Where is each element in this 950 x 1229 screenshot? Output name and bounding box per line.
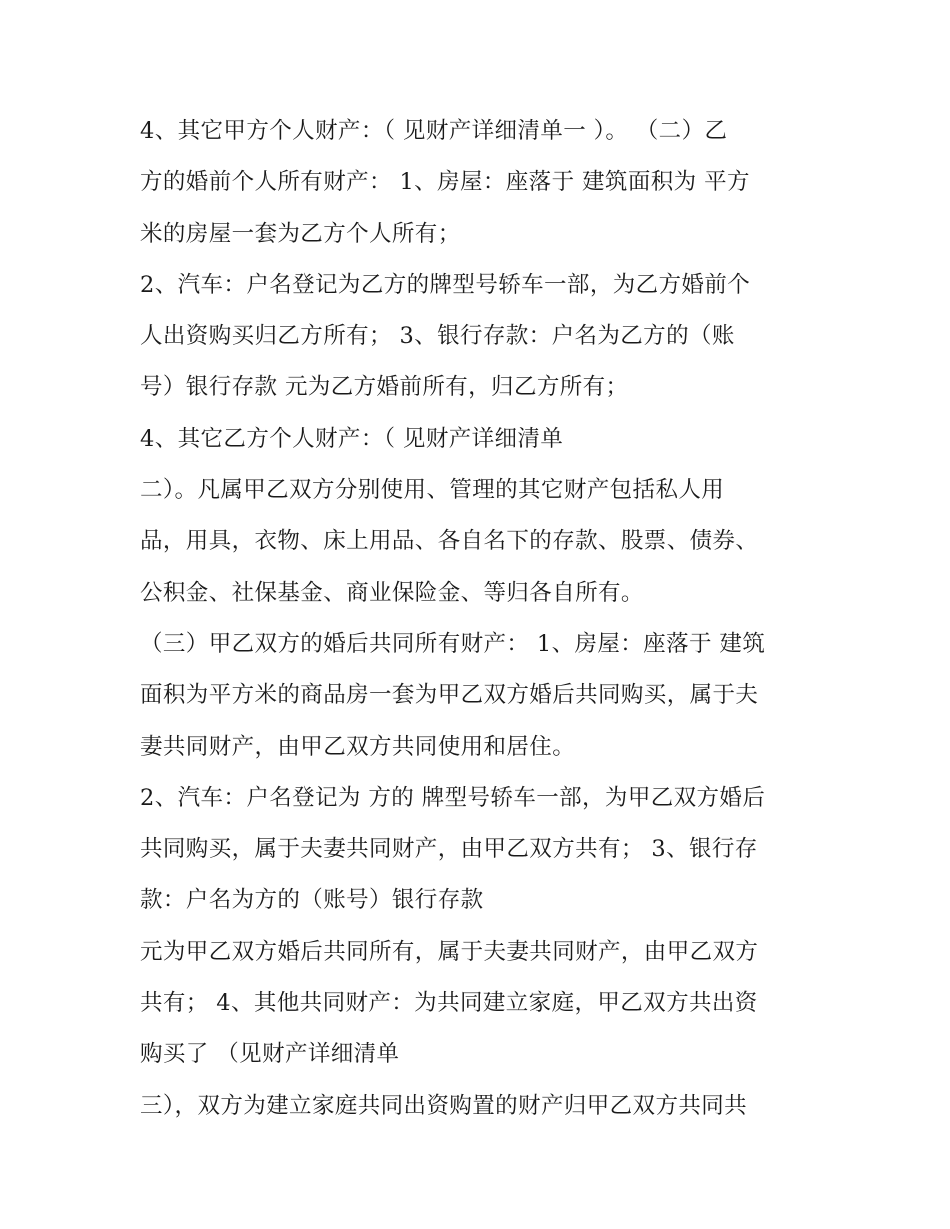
text-line: 方的婚前个人所有财产： 1、房屋：座落于 建筑面积为 平方 <box>140 169 750 196</box>
text-line: （三）甲乙双方的婚后共同所有财产： 1、房屋：座落于 建筑 <box>140 630 766 657</box>
text-line: 米的房屋一套为乙方个人所有； <box>140 220 461 247</box>
text-line: 品，用具，衣物、床上用品、各自名下的存款、股票、债券、 <box>140 528 759 555</box>
text-line: 4、其它乙方个人财产：（ 见财产详细清单 <box>140 425 564 452</box>
text-line: 共同购买，属于夫妻共同财产，由甲乙双方共有； 3、银行存 <box>140 836 758 863</box>
text-line: 妻共同财产，由甲乙双方共同使用和居住。 <box>140 733 576 760</box>
text-line: 二）。凡属甲乙双方分别使用、管理的其它财产包括私人用 <box>140 477 725 504</box>
text-line: 款：户名为方的（账号）银行存款 <box>140 887 484 914</box>
document-body-text <box>140 106 830 1132</box>
text-line: 公积金、社保基金、商业保险金、等归各自所有。 <box>140 579 644 606</box>
text-line: 元为甲乙双方婚后共同所有，属于夫妻共同财产，由甲乙双方 <box>140 938 759 965</box>
text-line: 共有； 4、其他共同财产：为共同建立家庭，甲乙双方共出资 <box>140 990 758 1017</box>
text-line: 购买了 （见财产详细清单 <box>140 1041 400 1068</box>
text-line: 三），双方为建立家庭共同出资购置的财产归甲乙双方共同共 <box>140 1092 748 1119</box>
text-line: 面积为平方米的商品房一套为甲乙双方婚后共同购买，属于夫 <box>140 682 759 709</box>
text-line: 号）银行存款 元为乙方婚前所有，归乙方所有； <box>140 374 629 401</box>
text-line: 2、汽车：户名登记为乙方的牌型号轿车一部，为乙方婚前个 <box>140 271 751 298</box>
text-line: 人出资购买归乙方所有； 3、银行存款：户名为乙方的（账 <box>140 323 735 350</box>
text-line: 4、其它甲方个人财产：（ 见财产详细清单一 ）。 （二）乙 <box>140 118 728 144</box>
text-line: 2、汽车：户名登记为 方的 牌型号轿车一部，为甲乙双方婚后 <box>140 784 766 811</box>
